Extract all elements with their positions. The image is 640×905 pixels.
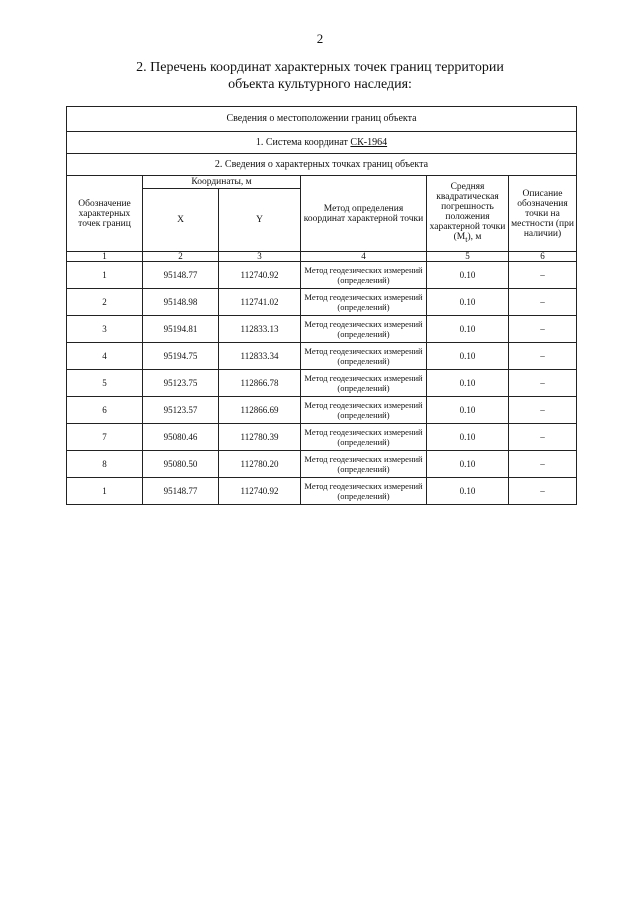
point-cell: 5 — [67, 370, 143, 397]
table-row — [67, 478, 577, 505]
header-error — [427, 176, 509, 252]
table-row — [67, 316, 577, 343]
column-number: 1 — [67, 252, 143, 262]
table-row — [67, 451, 577, 478]
point-cell: 2 — [67, 289, 143, 316]
table-row — [67, 370, 577, 397]
x-coordinate-cell: 95123.75 — [143, 370, 219, 397]
description-cell: – — [509, 478, 577, 505]
error-cell: 0.10 — [427, 397, 509, 424]
coordinate-system-name: СК-1964 — [350, 136, 388, 148]
header-error-suffix: ), м — [467, 232, 482, 243]
error-cell: 0.10 — [427, 343, 509, 370]
method-cell: Метод геодезических измерений (определений) — [301, 451, 427, 478]
table-row — [67, 397, 577, 424]
method-cell: Метод геодезических измерений (определений) — [301, 397, 427, 424]
description-cell: – — [509, 397, 577, 424]
point-cell: 8 — [67, 451, 143, 478]
description-cell: – — [509, 370, 577, 397]
header-x: X — [143, 189, 219, 252]
y-coordinate-cell: 112741.02 — [219, 289, 301, 316]
coordinate-system-row — [67, 132, 577, 154]
method-cell: Метод геодезических измерений (определений) — [301, 289, 427, 316]
header-error-text: Средняя квадратическая погрешность положения характерной точки (M — [429, 182, 506, 243]
description-cell: – — [509, 316, 577, 343]
error-cell: 0.10 — [427, 289, 509, 316]
error-cell: 0.10 — [427, 316, 509, 343]
method-cell: Метод геодезических измерений (определений) — [301, 316, 427, 343]
point-cell: 4 — [67, 343, 143, 370]
description-cell: – — [509, 289, 577, 316]
y-coordinate-cell: 112740.92 — [219, 478, 301, 505]
header-designation: Обозначение характерных точек границ — [67, 176, 143, 252]
column-number: 6 — [509, 252, 577, 262]
coordinate-system-label: 1. Система координат — [255, 136, 351, 148]
description-cell: – — [509, 451, 577, 478]
method-cell: Метод геодезических измерений (определений) — [301, 370, 427, 397]
header-y: Y — [219, 189, 301, 252]
point-cell: 6 — [67, 397, 143, 424]
title-line-1: 2. Перечень координат характерных точек границ территории — [136, 60, 504, 75]
error-cell: 0.10 — [427, 370, 509, 397]
error-cell: 0.10 — [427, 478, 509, 505]
method-cell: Метод геодезических измерений (определений) — [301, 424, 427, 451]
header-coordinates: Координаты, м — [143, 176, 301, 189]
error-cell: 0.10 — [427, 424, 509, 451]
header-error-subscript: t — [465, 234, 468, 244]
x-coordinate-cell: 95194.75 — [143, 343, 219, 370]
page-number: 2 — [316, 31, 324, 46]
table-row — [67, 424, 577, 451]
column-number: 5 — [427, 252, 509, 262]
x-coordinate-cell: 95148.98 — [143, 289, 219, 316]
description-cell: – — [509, 262, 577, 289]
coordinates-table — [66, 106, 577, 505]
y-coordinate-cell: 112833.34 — [219, 343, 301, 370]
document-title — [60, 59, 580, 93]
y-coordinate-cell: 112780.39 — [219, 424, 301, 451]
section-title: Сведения о местоположении границ объекта — [67, 107, 577, 132]
title-line-2: объекта культурного наследия: — [228, 77, 412, 92]
header-method: Метод определения координат характерной точки — [301, 176, 427, 252]
column-number: 3 — [219, 252, 301, 262]
method-cell: Метод геодезических измерений (определений) — [301, 343, 427, 370]
x-coordinate-cell: 95148.77 — [143, 478, 219, 505]
header-description: Описание обозначения точки на местности (при наличии) — [509, 176, 577, 252]
point-cell: 3 — [67, 316, 143, 343]
y-coordinate-cell: 112833.13 — [219, 316, 301, 343]
y-coordinate-cell: 112866.69 — [219, 397, 301, 424]
column-number: 2 — [143, 252, 219, 262]
x-coordinate-cell: 95080.50 — [143, 451, 219, 478]
points-section-title: 2. Сведения о характерных точках границ объекта — [67, 154, 577, 176]
x-coordinate-cell: 95148.77 — [143, 262, 219, 289]
description-cell: – — [509, 343, 577, 370]
method-cell: Метод геодезических измерений (определений) — [301, 262, 427, 289]
y-coordinate-cell: 112780.20 — [219, 451, 301, 478]
method-cell: Метод геодезических измерений (определений) — [301, 478, 427, 505]
error-cell: 0.10 — [427, 262, 509, 289]
table-row — [67, 343, 577, 370]
point-cell: 1 — [67, 478, 143, 505]
y-coordinate-cell: 112740.92 — [219, 262, 301, 289]
x-coordinate-cell: 95194.81 — [143, 316, 219, 343]
point-cell: 1 — [67, 262, 143, 289]
table-row — [67, 289, 577, 316]
column-numbers-row — [67, 252, 577, 262]
x-coordinate-cell: 95123.57 — [143, 397, 219, 424]
column-number: 4 — [301, 252, 427, 262]
table-row — [67, 262, 577, 289]
x-coordinate-cell: 95080.46 — [143, 424, 219, 451]
y-coordinate-cell: 112866.78 — [219, 370, 301, 397]
description-cell: – — [509, 424, 577, 451]
point-cell: 7 — [67, 424, 143, 451]
error-cell: 0.10 — [427, 451, 509, 478]
